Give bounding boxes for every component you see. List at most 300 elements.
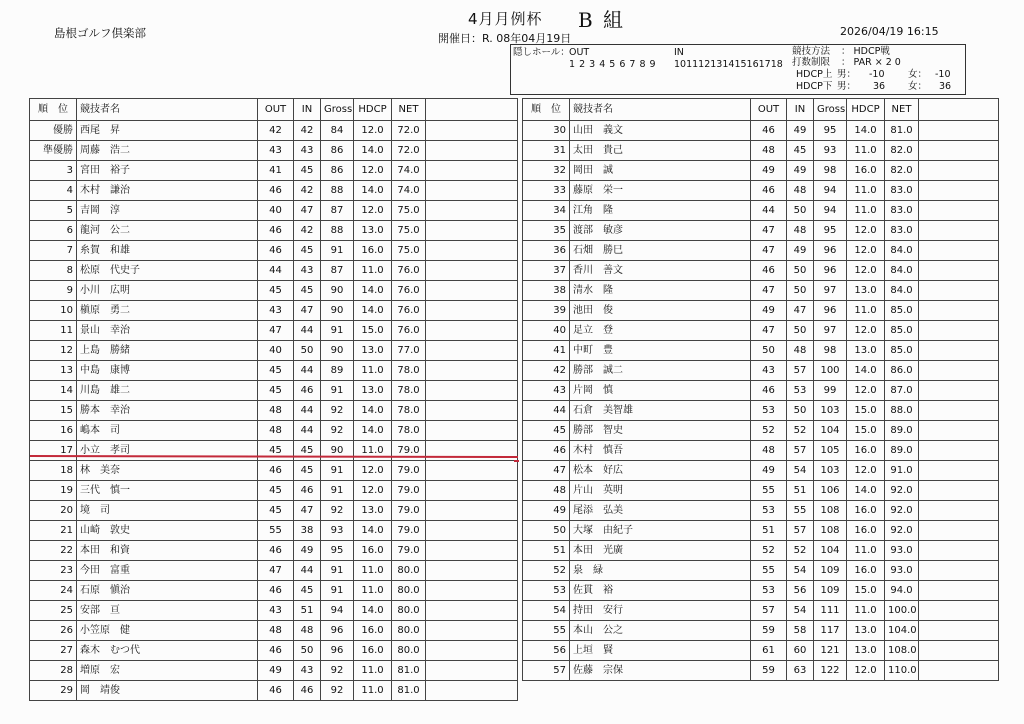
in-cell: 46: [294, 681, 321, 701]
column-header-rank: 順 位: [523, 99, 570, 121]
column-header-name: 競技者名: [77, 99, 258, 121]
table-row: [523, 641, 999, 661]
name-cell: 藤原 栄一: [570, 181, 751, 201]
gross-cell: 98: [814, 161, 847, 181]
in-cell: 49: [294, 541, 321, 561]
hdcp-lower-label: HDCP下: [796, 81, 833, 92]
column-header-rank: 順 位: [30, 99, 77, 121]
in-cell: 43: [294, 661, 321, 681]
name-cell: 西尾 昇: [77, 121, 258, 141]
rank-cell: 32: [523, 161, 570, 181]
blank-cell: [919, 421, 999, 441]
blank-cell: [919, 141, 999, 161]
header-row: [523, 99, 999, 121]
in-cell: 51: [294, 601, 321, 621]
blank-cell: [919, 281, 999, 301]
in-cell: 51: [787, 481, 814, 501]
out-cell: 42: [258, 121, 294, 141]
out-label: OUT: [569, 47, 590, 58]
net-cell: 74.0: [392, 161, 426, 181]
rank-cell: 28: [30, 661, 77, 681]
table-row: [30, 401, 518, 421]
hdcp-lower-male-label: 男：: [837, 81, 857, 92]
out-cell: 53: [751, 401, 787, 421]
gross-cell: 94: [814, 181, 847, 201]
out-cell: 49: [751, 161, 787, 181]
gross-cell: 93: [814, 141, 847, 161]
rank-cell: 41: [523, 341, 570, 361]
table-row: [523, 421, 999, 441]
gross-cell: 97: [814, 321, 847, 341]
gross-cell: 100: [814, 361, 847, 381]
stroke-limit-value: ： PAR × 2 0: [841, 57, 901, 68]
net-cell: 76.0: [392, 321, 426, 341]
blank-cell: [919, 261, 999, 281]
rank-cell: 34: [523, 201, 570, 221]
name-cell: 佐貫 裕: [570, 581, 751, 601]
results-table-left: [29, 98, 518, 701]
gross-cell: 92: [321, 681, 354, 701]
net-cell: 76.0: [392, 281, 426, 301]
net-cell: 75.0: [392, 201, 426, 221]
gross-cell: 98: [814, 341, 847, 361]
rank-cell: 38: [523, 281, 570, 301]
table-row: [30, 361, 518, 381]
hdcp-cell: 16.0: [847, 501, 885, 521]
in-cell: 46: [294, 481, 321, 501]
held-date: 開催日：R. 08年04月19日: [438, 32, 572, 45]
blank-cell: [426, 241, 518, 261]
name-cell: 石畑 勝巳: [570, 241, 751, 261]
name-cell: 足立 登: [570, 321, 751, 341]
in-cell: 55: [787, 501, 814, 521]
table-row: [30, 541, 518, 561]
hdcp-cell: 11.0: [354, 441, 392, 461]
in-cell: 47: [787, 301, 814, 321]
gross-cell: 108: [814, 501, 847, 521]
gross-cell: 103: [814, 401, 847, 421]
gross-cell: 96: [814, 241, 847, 261]
out-cell: 44: [258, 261, 294, 281]
hdcp-cell: 12.0: [847, 461, 885, 481]
rank-cell: 9: [30, 281, 77, 301]
hdcp-cell: 12.0: [354, 121, 392, 141]
gross-cell: 84: [321, 121, 354, 141]
out-cell: 45: [258, 381, 294, 401]
in-cell: 42: [294, 221, 321, 241]
net-cell: 79.0: [392, 521, 426, 541]
rank-cell: 準優勝: [30, 141, 77, 161]
net-cell: 81.0: [392, 681, 426, 701]
out-cell: 48: [751, 141, 787, 161]
blank-cell: [426, 221, 518, 241]
name-cell: 上島 勝緒: [77, 341, 258, 361]
gross-cell: 121: [814, 641, 847, 661]
rank-cell: 17: [30, 441, 77, 461]
gross-cell: 90: [321, 341, 354, 361]
net-cell: 87.0: [885, 381, 919, 401]
table-row: [30, 221, 518, 241]
table-row: [523, 241, 999, 261]
out-cell: 43: [258, 601, 294, 621]
table-row: [30, 421, 518, 441]
blank-cell: [919, 581, 999, 601]
name-cell: 糸賀 和雄: [77, 241, 258, 261]
blank-cell: [426, 681, 518, 701]
blank-cell: [426, 481, 518, 501]
table-row: [30, 321, 518, 341]
out-holes: 1 2 3 4 5 6 7 8 9: [569, 59, 657, 70]
in-cell: 47: [294, 201, 321, 221]
in-cell: 48: [294, 621, 321, 641]
rank-cell: 16: [30, 421, 77, 441]
rank-cell: 3: [30, 161, 77, 181]
in-cell: 48: [787, 341, 814, 361]
in-cell: 44: [294, 361, 321, 381]
hdcp-cell: 12.0: [354, 161, 392, 181]
name-cell: 渡部 敏彦: [570, 221, 751, 241]
hdcp-cell: 11.0: [847, 541, 885, 561]
table-row: [523, 361, 999, 381]
rank-cell: 48: [523, 481, 570, 501]
column-header-in: IN: [294, 99, 321, 121]
name-cell: 松本 好広: [570, 461, 751, 481]
hdcp-cell: 14.0: [354, 521, 392, 541]
rank-cell: 49: [523, 501, 570, 521]
hdcp-cell: 16.0: [847, 561, 885, 581]
out-cell: 51: [751, 521, 787, 541]
rank-cell: 39: [523, 301, 570, 321]
hdcp-lower-female-label: 女：: [908, 81, 928, 92]
net-cell: 94.0: [885, 581, 919, 601]
net-cell: 83.0: [885, 201, 919, 221]
out-cell: 55: [751, 481, 787, 501]
table-row: [523, 181, 999, 201]
column-header-hdcp: HDCP: [354, 99, 392, 121]
out-cell: 57: [751, 601, 787, 621]
rank-cell: 53: [523, 581, 570, 601]
out-cell: 40: [258, 341, 294, 361]
column-header-out: OUT: [258, 99, 294, 121]
name-cell: 中島 康博: [77, 361, 258, 381]
hdcp-cell: 11.0: [354, 661, 392, 681]
blank-cell: [426, 281, 518, 301]
blank-cell: [919, 381, 999, 401]
rank-cell: 10: [30, 301, 77, 321]
table-row: [523, 141, 999, 161]
net-cell: 79.0: [392, 441, 426, 461]
gross-cell: 96: [814, 301, 847, 321]
gross-cell: 109: [814, 561, 847, 581]
gross-cell: 91: [321, 581, 354, 601]
out-cell: 46: [751, 381, 787, 401]
gross-cell: 95: [321, 541, 354, 561]
in-cell: 50: [787, 281, 814, 301]
table-row: [30, 641, 518, 661]
net-cell: 85.0: [885, 301, 919, 321]
method-value: ： HDCP戦: [841, 46, 890, 57]
hdcp-cell: 13.0: [354, 501, 392, 521]
hdcp-upper-male-label: 男：: [837, 69, 857, 80]
hdcp-cell: 14.0: [354, 421, 392, 441]
tournament-title: 4月月例杯: [468, 10, 543, 28]
rank-cell: 22: [30, 541, 77, 561]
blank-cell: [919, 541, 999, 561]
hdcp-cell: 14.0: [354, 401, 392, 421]
table-row: [523, 581, 999, 601]
name-cell: 境 司: [77, 501, 258, 521]
gross-cell: 96: [321, 641, 354, 661]
out-cell: 43: [751, 361, 787, 381]
column-header-hdcp: HDCP: [847, 99, 885, 121]
hidden-holes-label: 隠しホール：: [513, 47, 570, 58]
table-row: [523, 541, 999, 561]
blank-cell: [426, 181, 518, 201]
in-cell: 50: [787, 261, 814, 281]
in-cell: 54: [787, 601, 814, 621]
table-row: [30, 461, 518, 481]
net-cell: 78.0: [392, 361, 426, 381]
net-cell: 84.0: [885, 241, 919, 261]
blank-cell: [426, 141, 518, 161]
group-label: B 組: [578, 8, 626, 32]
net-cell: 79.0: [392, 481, 426, 501]
net-cell: 82.0: [885, 141, 919, 161]
in-cell: 49: [787, 161, 814, 181]
gross-cell: 104: [814, 541, 847, 561]
hdcp-upper-female-label: 女：: [908, 69, 928, 80]
in-cell: 45: [294, 461, 321, 481]
in-cell: 53: [787, 381, 814, 401]
gross-cell: 91: [321, 461, 354, 481]
out-cell: 53: [751, 501, 787, 521]
gross-cell: 122: [814, 661, 847, 681]
table-row: [523, 261, 999, 281]
cut-line-mark: [514, 460, 519, 462]
hdcp-cell: 13.0: [847, 281, 885, 301]
blank-cell: [919, 181, 999, 201]
hdcp-cell: 14.0: [847, 121, 885, 141]
blank-cell: [426, 461, 518, 481]
name-cell: 片岡 慎: [570, 381, 751, 401]
net-cell: 85.0: [885, 321, 919, 341]
out-cell: 46: [258, 181, 294, 201]
gross-cell: 93: [321, 521, 354, 541]
rank-cell: 19: [30, 481, 77, 501]
name-cell: 石原 愼治: [77, 581, 258, 601]
table-row: [523, 301, 999, 321]
hdcp-cell: 12.0: [847, 381, 885, 401]
out-cell: 50: [751, 341, 787, 361]
table-row: [523, 161, 999, 181]
gross-cell: 91: [321, 241, 354, 261]
hdcp-cell: 11.0: [847, 201, 885, 221]
rank-cell: 14: [30, 381, 77, 401]
hdcp-cell: 16.0: [354, 541, 392, 561]
net-cell: 79.0: [392, 501, 426, 521]
table-row: [30, 301, 518, 321]
table-row: [523, 201, 999, 221]
in-cell: 46: [294, 381, 321, 401]
out-cell: 48: [258, 401, 294, 421]
blank-cell: [919, 521, 999, 541]
out-cell: 46: [258, 641, 294, 661]
in-cell: 45: [294, 441, 321, 461]
rank-cell: 43: [523, 381, 570, 401]
blank-cell: [919, 561, 999, 581]
name-cell: 江角 隆: [570, 201, 751, 221]
net-cell: 104.0: [885, 621, 919, 641]
hdcp-cell: 15.0: [847, 581, 885, 601]
hdcp-cell: 13.0: [354, 381, 392, 401]
hdcp-cell: 11.0: [354, 681, 392, 701]
rank-cell: 35: [523, 221, 570, 241]
blank-cell: [919, 621, 999, 641]
name-cell: 山崎 敦史: [77, 521, 258, 541]
table-row: [523, 501, 999, 521]
name-cell: 中町 豊: [570, 341, 751, 361]
blank-cell: [426, 161, 518, 181]
blank-cell: [919, 481, 999, 501]
net-cell: 89.0: [885, 421, 919, 441]
rank-cell: 21: [30, 521, 77, 541]
blank-cell: [426, 99, 518, 121]
hdcp-cell: 11.0: [847, 141, 885, 161]
out-cell: 44: [751, 201, 787, 221]
results-table-right: [522, 98, 999, 681]
out-cell: 45: [258, 501, 294, 521]
gross-cell: 91: [321, 481, 354, 501]
rank-cell: 30: [523, 121, 570, 141]
name-cell: 清水 隆: [570, 281, 751, 301]
name-cell: 大塚 由紀子: [570, 521, 751, 541]
blank-cell: [919, 99, 999, 121]
name-cell: 吉岡 淳: [77, 201, 258, 221]
blank-cell: [426, 301, 518, 321]
blank-cell: [919, 241, 999, 261]
column-header-net: NET: [885, 99, 919, 121]
hdcp-cell: 16.0: [847, 441, 885, 461]
column-header-in: IN: [787, 99, 814, 121]
table-row: [30, 601, 518, 621]
stroke-limit-label: 打数制限: [792, 57, 831, 68]
blank-cell: [426, 521, 518, 541]
in-cell: 56: [787, 581, 814, 601]
blank-cell: [919, 441, 999, 461]
in-cell: 45: [787, 141, 814, 161]
hdcp-cell: 14.0: [354, 141, 392, 161]
in-cell: 57: [787, 361, 814, 381]
name-cell: 三代 慎一: [77, 481, 258, 501]
rank-cell: 7: [30, 241, 77, 261]
name-cell: 木村 謙治: [77, 181, 258, 201]
in-cell: 63: [787, 661, 814, 681]
rank-cell: 57: [523, 661, 570, 681]
table-row: [30, 521, 518, 541]
name-cell: 池田 俊: [570, 301, 751, 321]
out-cell: 46: [258, 461, 294, 481]
table-row: [523, 121, 999, 141]
rank-cell: 31: [523, 141, 570, 161]
rank-cell: 51: [523, 541, 570, 561]
blank-cell: [426, 201, 518, 221]
hdcp-upper-female: -10: [935, 69, 951, 80]
blank-cell: [426, 341, 518, 361]
rank-cell: 6: [30, 221, 77, 241]
gross-cell: 90: [321, 301, 354, 321]
table-row: [523, 621, 999, 641]
in-cell: 54: [787, 461, 814, 481]
rank-cell: 52: [523, 561, 570, 581]
gross-cell: 91: [321, 381, 354, 401]
table-row: [30, 341, 518, 361]
net-cell: 100.0: [885, 601, 919, 621]
hdcp-upper-label: HDCP上: [796, 69, 833, 80]
hdcp-cell: 12.0: [354, 201, 392, 221]
out-cell: 46: [751, 181, 787, 201]
rank-cell: 47: [523, 461, 570, 481]
gross-cell: 94: [321, 601, 354, 621]
out-cell: 45: [258, 481, 294, 501]
in-cell: 52: [787, 541, 814, 561]
blank-cell: [426, 581, 518, 601]
table-row: [30, 201, 518, 221]
hdcp-cell: 14.0: [354, 601, 392, 621]
name-cell: 岡 靖俊: [77, 681, 258, 701]
net-cell: 80.0: [392, 621, 426, 641]
blank-cell: [919, 301, 999, 321]
hdcp-cell: 15.0: [354, 321, 392, 341]
rank-cell: 54: [523, 601, 570, 621]
net-cell: 84.0: [885, 281, 919, 301]
rank-cell: 29: [30, 681, 77, 701]
table-row: [30, 241, 518, 261]
table-row: [523, 521, 999, 541]
blank-cell: [919, 361, 999, 381]
hdcp-cell: 14.0: [847, 481, 885, 501]
rank-cell: 12: [30, 341, 77, 361]
out-cell: 47: [258, 561, 294, 581]
blank-cell: [426, 401, 518, 421]
name-cell: 本山 公之: [570, 621, 751, 641]
in-cell: 47: [294, 501, 321, 521]
out-cell: 46: [751, 121, 787, 141]
gross-cell: 91: [321, 321, 354, 341]
out-cell: 52: [751, 421, 787, 441]
out-cell: 49: [751, 301, 787, 321]
blank-cell: [426, 641, 518, 661]
rank-cell: 13: [30, 361, 77, 381]
table-row: [523, 281, 999, 301]
in-cell: 49: [787, 241, 814, 261]
out-cell: 47: [751, 241, 787, 261]
gross-cell: 86: [321, 141, 354, 161]
in-cell: 50: [787, 201, 814, 221]
table-row: [523, 481, 999, 501]
hdcp-cell: 16.0: [847, 521, 885, 541]
blank-cell: [919, 641, 999, 661]
blank-cell: [426, 321, 518, 341]
gross-cell: 86: [321, 161, 354, 181]
in-cell: 57: [787, 441, 814, 461]
hdcp-cell: 13.0: [847, 641, 885, 661]
in-cell: 44: [294, 561, 321, 581]
blank-cell: [919, 341, 999, 361]
net-cell: 72.0: [392, 121, 426, 141]
gross-cell: 96: [321, 621, 354, 641]
gross-cell: 99: [814, 381, 847, 401]
net-cell: 92.0: [885, 481, 919, 501]
